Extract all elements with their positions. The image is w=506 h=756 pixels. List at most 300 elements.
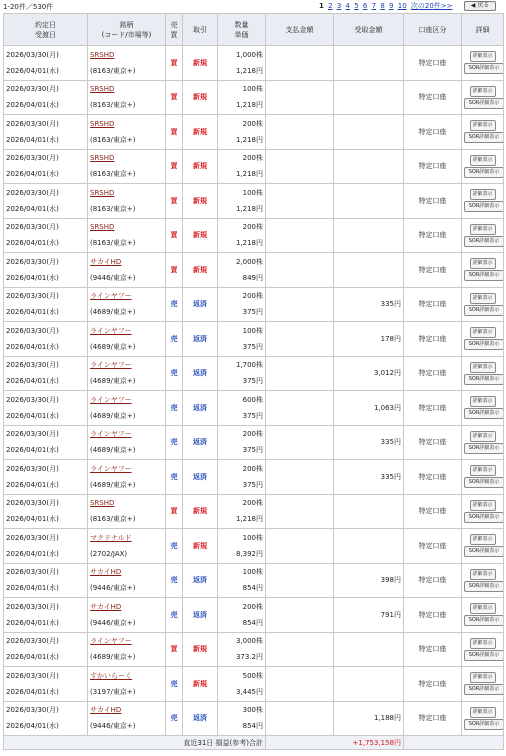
- stock-code: (8163/東京+): [90, 239, 136, 248]
- date-cell: [4, 460, 88, 495]
- side-cell: 買: [166, 494, 183, 529]
- sor-detail-button[interactable]: SOR詳細表示: [464, 339, 504, 350]
- sor-detail-button[interactable]: SOR詳細表示: [464, 719, 504, 730]
- detail-cell: [462, 425, 504, 460]
- recv-cell: 398円: [334, 563, 404, 598]
- unit-price: 854円: [242, 584, 263, 593]
- detail-cell: [462, 287, 504, 322]
- detail-cell: [462, 494, 504, 529]
- stock-code: (9446/東京+): [90, 618, 136, 627]
- settle-date: 2026/04/01(水): [6, 411, 59, 420]
- detail-cell: [462, 46, 504, 81]
- trade-date: 2026/03/30(月): [6, 119, 59, 128]
- sor-detail-button[interactable]: SOR詳細表示: [464, 477, 504, 488]
- stock-name-link[interactable]: マクドナルド: [90, 533, 132, 542]
- name-cell: [88, 115, 166, 150]
- detail-button[interactable]: 詳細表示: [470, 327, 496, 338]
- recv-cell: 1,188円: [334, 701, 404, 736]
- table-row: [4, 563, 504, 598]
- stock-code: (9446/東京+): [90, 273, 136, 282]
- quantity: 100株: [242, 326, 263, 335]
- name-cell: [88, 80, 166, 115]
- quantity: 200株: [242, 223, 263, 232]
- detail-button[interactable]: 詳細表示: [470, 293, 496, 304]
- date-cell: [4, 287, 88, 322]
- kind-cell: 返済: [183, 425, 218, 460]
- stock-code: (8163/東京+): [90, 170, 136, 179]
- trade-date: 2026/03/30(月): [6, 671, 59, 680]
- table-row: [4, 184, 504, 219]
- kind-cell: 新規: [183, 632, 218, 667]
- name-cell: [88, 149, 166, 184]
- quantity: 100株: [242, 568, 263, 577]
- stock-name-link[interactable]: SRSHD: [90, 119, 115, 128]
- qty-price-cell: [218, 184, 266, 219]
- side-cell: 売: [166, 701, 183, 736]
- detail-button[interactable]: 詳細表示: [470, 86, 496, 97]
- detail-cell: [462, 529, 504, 564]
- account-cell: 特定口座: [404, 322, 462, 357]
- detail-button[interactable]: 詳細表示: [470, 534, 496, 545]
- kind-cell: 返済: [183, 598, 218, 633]
- table-row: [4, 287, 504, 322]
- detail-cell: [462, 322, 504, 357]
- name-cell: [88, 460, 166, 495]
- qty-price-cell: [218, 287, 266, 322]
- trade-date: 2026/03/30(月): [6, 223, 59, 232]
- sor-detail-button[interactable]: SOR詳細表示: [464, 270, 504, 281]
- trade-date: 2026/03/30(月): [6, 188, 59, 197]
- recv-cell: 335円: [334, 287, 404, 322]
- sor-detail-button[interactable]: SOR詳細表示: [464, 132, 504, 143]
- page-link-6[interactable]: 6: [362, 2, 368, 10]
- sor-detail-button[interactable]: SOR詳細表示: [464, 684, 504, 695]
- detail-button[interactable]: 詳細表示: [470, 258, 496, 269]
- quantity: 100株: [242, 533, 263, 542]
- col-header-fee: 支払金額: [266, 14, 334, 46]
- detail-button[interactable]: 詳細表示: [470, 155, 496, 166]
- detail-cell: [462, 632, 504, 667]
- qty-price-cell: [218, 563, 266, 598]
- kind-cell: 新規: [183, 253, 218, 288]
- quantity: 500株: [242, 671, 263, 680]
- settle-date: 2026/04/01(水): [6, 239, 59, 248]
- quantity: 2,000株: [235, 257, 263, 266]
- sor-detail-button[interactable]: SOR詳細表示: [464, 167, 504, 178]
- settle-date: 2026/04/01(水): [6, 170, 59, 179]
- top-bar: [0, 0, 506, 13]
- recv-cell: [334, 667, 404, 702]
- stock-code: (4689/東京+): [90, 653, 136, 662]
- trade-date: 2026/03/30(月): [6, 154, 59, 163]
- sor-detail-button[interactable]: SOR詳細表示: [464, 650, 504, 661]
- stock-name-link[interactable]: ラインヤフー: [90, 361, 132, 370]
- recv-cell: [334, 218, 404, 253]
- quantity: 200株: [242, 499, 263, 508]
- detail-cell: [462, 80, 504, 115]
- stock-name-link[interactable]: サカイHD: [90, 706, 122, 715]
- sor-detail-button[interactable]: SOR詳細表示: [464, 615, 504, 626]
- account-cell: 特定口座: [404, 80, 462, 115]
- fee-cell: [266, 218, 334, 253]
- kind-cell: 返済: [183, 701, 218, 736]
- fee-cell: [266, 632, 334, 667]
- stock-code: (4689/東京+): [90, 308, 136, 317]
- date-cell: [4, 356, 88, 391]
- stock-name-link[interactable]: サカイHD: [90, 568, 122, 577]
- stock-name-link[interactable]: ラインヤフー: [90, 292, 132, 301]
- side-cell: 売: [166, 391, 183, 426]
- quantity: 200株: [242, 602, 263, 611]
- unit-price: 375円: [242, 342, 263, 351]
- trade-date: 2026/03/30(月): [6, 533, 59, 542]
- name-cell: [88, 632, 166, 667]
- recv-cell: 3,012円: [334, 356, 404, 391]
- stock-code: (4689/東京+): [90, 411, 136, 420]
- account-cell: 特定口座: [404, 494, 462, 529]
- col-header-side: 売 買: [166, 14, 183, 46]
- quantity: 100株: [242, 85, 263, 94]
- recv-cell: [334, 529, 404, 564]
- unit-price: 1,218円: [235, 101, 263, 110]
- fee-cell: [266, 425, 334, 460]
- table-row: [4, 529, 504, 564]
- unit-price: 1,218円: [235, 515, 263, 524]
- table-row: [4, 218, 504, 253]
- settle-date: 2026/04/01(水): [6, 446, 59, 455]
- date-cell: [4, 701, 88, 736]
- name-cell: [88, 667, 166, 702]
- settle-date: 2026/04/01(水): [6, 653, 59, 662]
- stock-name-link[interactable]: SRSHD: [90, 85, 115, 94]
- page-link-5[interactable]: 5: [354, 2, 359, 10]
- stock-name-link[interactable]: ラインヤフー: [90, 395, 132, 404]
- account-cell: 特定口座: [404, 667, 462, 702]
- account-cell: 特定口座: [404, 632, 462, 667]
- recv-cell: [334, 632, 404, 667]
- recv-cell: [334, 184, 404, 219]
- stock-code: (9446/東京+): [90, 722, 136, 731]
- unit-price: 1,218円: [235, 170, 263, 179]
- stock-name-link[interactable]: サカイHD: [90, 602, 122, 611]
- side-cell: 売: [166, 667, 183, 702]
- unit-price: 375円: [242, 377, 263, 386]
- fee-cell: [266, 253, 334, 288]
- trade-date: 2026/03/30(月): [6, 292, 59, 301]
- date-cell: [4, 632, 88, 667]
- qty-price-cell: [218, 356, 266, 391]
- back-button[interactable]: ◀ 戻る: [464, 1, 496, 11]
- sor-detail-button[interactable]: SOR詳細表示: [464, 581, 504, 592]
- account-cell: 特定口座: [404, 218, 462, 253]
- quantity: 300株: [242, 706, 263, 715]
- trade-date: 2026/03/30(月): [6, 706, 59, 715]
- name-cell: [88, 494, 166, 529]
- date-cell: [4, 425, 88, 460]
- col-header-recv: 受取金額: [334, 14, 404, 46]
- settle-date: 2026/04/01(水): [6, 618, 59, 627]
- qty-price-cell: [218, 253, 266, 288]
- col-header-detail: 詳細: [462, 14, 504, 46]
- col-header-date: 約定日 受渡日: [4, 14, 88, 46]
- account-cell: 特定口座: [404, 460, 462, 495]
- sor-detail-button[interactable]: SOR詳細表示: [464, 374, 504, 385]
- kind-cell: 新規: [183, 184, 218, 219]
- kind-cell: 新規: [183, 529, 218, 564]
- settle-date: 2026/04/01(水): [6, 549, 59, 558]
- kind-cell: 返済: [183, 322, 218, 357]
- account-cell: 特定口座: [404, 287, 462, 322]
- recv-cell: [334, 253, 404, 288]
- detail-button[interactable]: 詳細表示: [470, 500, 496, 511]
- account-cell: 特定口座: [404, 184, 462, 219]
- account-cell: 特定口座: [404, 563, 462, 598]
- detail-button[interactable]: 詳細表示: [470, 120, 496, 131]
- unit-price: 854円: [242, 722, 263, 731]
- sor-detail-button[interactable]: SOR詳細表示: [464, 443, 504, 454]
- sor-detail-button[interactable]: SOR詳細表示: [464, 63, 504, 74]
- recv-cell: [334, 80, 404, 115]
- kind-cell: 新規: [183, 494, 218, 529]
- table-row: [4, 391, 504, 426]
- date-cell: [4, 218, 88, 253]
- trade-date: 2026/03/30(月): [6, 637, 59, 646]
- qty-price-cell: [218, 322, 266, 357]
- date-cell: [4, 598, 88, 633]
- qty-price-cell: [218, 425, 266, 460]
- page-link-7[interactable]: 7: [371, 2, 377, 10]
- side-cell: 売: [166, 460, 183, 495]
- qty-price-cell: [218, 460, 266, 495]
- stock-name-link[interactable]: SRSHD: [90, 223, 115, 232]
- stock-name-link[interactable]: ラインヤフー: [90, 430, 132, 439]
- fee-cell: [266, 529, 334, 564]
- date-cell: [4, 115, 88, 150]
- stock-name-link[interactable]: ラインヤフー: [90, 637, 132, 646]
- detail-button[interactable]: 詳細表示: [470, 638, 496, 649]
- page-link-8[interactable]: 8: [380, 2, 385, 10]
- summary-empty: [404, 736, 504, 750]
- account-cell: 特定口座: [404, 356, 462, 391]
- qty-price-cell: [218, 701, 266, 736]
- table-row: [4, 667, 504, 702]
- name-cell: [88, 563, 166, 598]
- kind-cell: 新規: [183, 218, 218, 253]
- date-cell: [4, 80, 88, 115]
- qty-price-cell: [218, 529, 266, 564]
- side-cell: 買: [166, 80, 183, 115]
- date-cell: [4, 46, 88, 81]
- date-cell: [4, 184, 88, 219]
- stock-name-link[interactable]: サカイHD: [90, 257, 122, 266]
- fee-cell: [266, 46, 334, 81]
- page-link-10[interactable]: 10: [397, 2, 407, 10]
- detail-button[interactable]: 詳細表示: [470, 51, 496, 62]
- stock-name-link[interactable]: SRSHD: [90, 154, 115, 163]
- stock-name-link[interactable]: すかいらーく: [90, 671, 132, 680]
- table-row: [4, 149, 504, 184]
- unit-price: 375円: [242, 411, 263, 420]
- detail-cell: [462, 218, 504, 253]
- detail-button[interactable]: 詳細表示: [470, 603, 496, 614]
- unit-price: 1,218円: [235, 135, 263, 144]
- side-cell: 買: [166, 184, 183, 219]
- date-cell: [4, 494, 88, 529]
- detail-cell: [462, 149, 504, 184]
- stock-code: (3197/東京+): [90, 687, 136, 696]
- detail-button[interactable]: 詳細表示: [470, 362, 496, 373]
- quantity: 1,000株: [235, 50, 263, 59]
- sor-detail-button[interactable]: SOR詳細表示: [464, 546, 504, 557]
- trade-date: 2026/03/30(月): [6, 85, 59, 94]
- stock-code: (4689/東京+): [90, 446, 136, 455]
- name-cell: [88, 598, 166, 633]
- col-header-name: 銘柄 (コード/市場等): [88, 14, 166, 46]
- settle-date: 2026/04/01(水): [6, 66, 59, 75]
- transaction-table: [3, 13, 504, 750]
- detail-cell: [462, 667, 504, 702]
- quantity: 200株: [242, 154, 263, 163]
- unit-price: 1,218円: [235, 66, 263, 75]
- table-row: [4, 322, 504, 357]
- name-cell: [88, 253, 166, 288]
- col-header-kind: 取引: [183, 14, 218, 46]
- table-row: [4, 494, 504, 529]
- stock-name-link[interactable]: SRSHD: [90, 499, 115, 508]
- quantity: 200株: [242, 430, 263, 439]
- detail-button[interactable]: 詳細表示: [470, 672, 496, 683]
- stock-code: (4689/東京+): [90, 480, 136, 489]
- detail-button[interactable]: 詳細表示: [470, 707, 496, 718]
- date-cell: [4, 529, 88, 564]
- detail-button[interactable]: 詳細表示: [470, 569, 496, 580]
- date-cell: [4, 253, 88, 288]
- fee-cell: [266, 149, 334, 184]
- stock-code: (8163/東京+): [90, 66, 136, 75]
- kind-cell: 返済: [183, 287, 218, 322]
- settle-date: 2026/04/01(水): [6, 101, 59, 110]
- table-row: [4, 425, 504, 460]
- unit-price: 375円: [242, 308, 263, 317]
- account-cell: 特定口座: [404, 46, 462, 81]
- trade-date: 2026/03/30(月): [6, 50, 59, 59]
- fee-cell: [266, 494, 334, 529]
- sor-detail-button[interactable]: SOR詳細表示: [464, 201, 504, 212]
- side-cell: 売: [166, 322, 183, 357]
- qty-price-cell: [218, 391, 266, 426]
- page-link-2[interactable]: 2: [328, 2, 333, 10]
- recv-cell: 335円: [334, 425, 404, 460]
- kind-cell: 新規: [183, 80, 218, 115]
- side-cell: 買: [166, 46, 183, 81]
- page-link-3[interactable]: 3: [336, 2, 342, 10]
- trade-date: 2026/03/30(月): [6, 257, 59, 266]
- stock-name-link[interactable]: ラインヤフー: [90, 326, 132, 335]
- table-body: [4, 46, 504, 736]
- side-cell: 買: [166, 218, 183, 253]
- sor-detail-button[interactable]: SOR詳細表示: [464, 512, 504, 523]
- fee-cell: [266, 322, 334, 357]
- table-header-row: [4, 14, 504, 46]
- recv-cell: 178円: [334, 322, 404, 357]
- sor-detail-button[interactable]: SOR詳細表示: [464, 305, 504, 316]
- page-link-4[interactable]: 4: [345, 2, 350, 10]
- date-cell: [4, 391, 88, 426]
- stock-name-link[interactable]: SRSHD: [90, 50, 115, 59]
- stock-code: (2702/JAX): [90, 549, 128, 558]
- qty-price-cell: [218, 667, 266, 702]
- table-row: [4, 598, 504, 633]
- quantity: 200株: [242, 119, 263, 128]
- fee-cell: [266, 356, 334, 391]
- sor-detail-button[interactable]: SOR詳細表示: [464, 236, 504, 247]
- next-page-link[interactable]: 次の20件>>: [410, 2, 453, 10]
- table-row: [4, 701, 504, 736]
- detail-button[interactable]: 詳細表示: [470, 189, 496, 200]
- detail-button[interactable]: 詳細表示: [470, 396, 496, 407]
- account-cell: 特定口座: [404, 425, 462, 460]
- page-link-1[interactable]: 1: [319, 2, 324, 10]
- recv-cell: 335円: [334, 460, 404, 495]
- settle-date: 2026/04/01(水): [6, 342, 59, 351]
- stock-name-link[interactable]: ラインヤフー: [90, 464, 132, 473]
- fee-cell: [266, 115, 334, 150]
- unit-price: 1,218円: [235, 204, 263, 213]
- detail-button[interactable]: 詳細表示: [470, 431, 496, 442]
- account-cell: 特定口座: [404, 598, 462, 633]
- table-row: [4, 632, 504, 667]
- qty-price-cell: [218, 46, 266, 81]
- qty-price-cell: [218, 598, 266, 633]
- qty-price-cell: [218, 632, 266, 667]
- settle-date: 2026/04/01(水): [6, 687, 59, 696]
- side-cell: 買: [166, 253, 183, 288]
- settle-date: 2026/04/01(水): [6, 204, 59, 213]
- side-cell: 売: [166, 598, 183, 633]
- fee-cell: [266, 80, 334, 115]
- trade-date: 2026/03/30(月): [6, 430, 59, 439]
- stock-name-link[interactable]: SRSHD: [90, 188, 115, 197]
- sor-detail-button[interactable]: SOR詳細表示: [464, 98, 504, 109]
- detail-button[interactable]: 詳細表示: [470, 465, 496, 476]
- side-cell: 売: [166, 356, 183, 391]
- name-cell: [88, 184, 166, 219]
- fee-cell: [266, 598, 334, 633]
- stock-code: (9446/東京+): [90, 584, 136, 593]
- unit-price: 854円: [242, 618, 263, 627]
- side-cell: 買: [166, 149, 183, 184]
- trade-date: 2026/03/30(月): [6, 464, 59, 473]
- date-cell: [4, 667, 88, 702]
- kind-cell: 新規: [183, 149, 218, 184]
- kind-cell: 新規: [183, 46, 218, 81]
- quantity: 1,700株: [235, 361, 263, 370]
- name-cell: [88, 218, 166, 253]
- name-cell: [88, 287, 166, 322]
- table-row: [4, 253, 504, 288]
- sor-detail-button[interactable]: SOR詳細表示: [464, 408, 504, 419]
- name-cell: [88, 322, 166, 357]
- page-link-9[interactable]: 9: [389, 2, 394, 10]
- detail-button[interactable]: 詳細表示: [470, 224, 496, 235]
- stock-code: (4689/東京+): [90, 377, 136, 386]
- kind-cell: 返済: [183, 563, 218, 598]
- quantity: 200株: [242, 464, 263, 473]
- recv-cell: [334, 46, 404, 81]
- name-cell: [88, 529, 166, 564]
- name-cell: [88, 391, 166, 426]
- summary-row: [4, 736, 504, 750]
